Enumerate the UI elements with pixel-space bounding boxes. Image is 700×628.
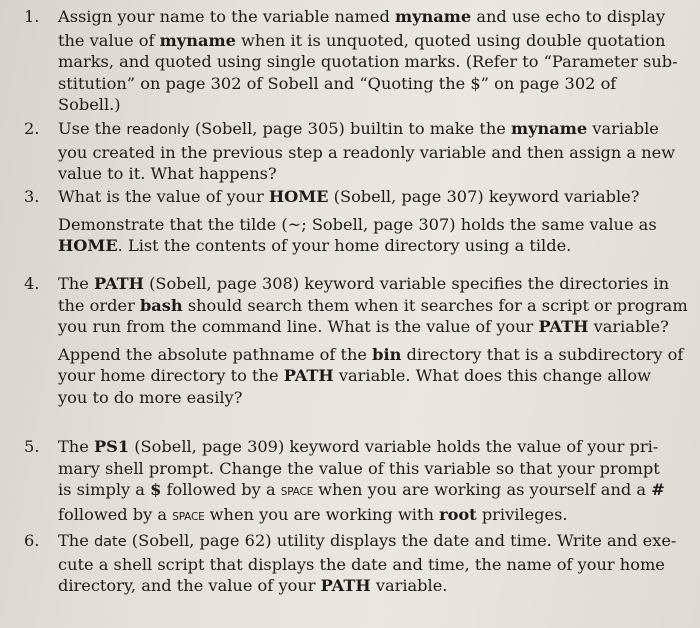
exercise-5: [24, 436, 678, 528]
text-line: the value of myname when it is unquoted, quoted using double quotation: [58, 30, 666, 50]
text-line: your home directory to the PATH variable. What does this change allow: [58, 366, 651, 385]
item-number: 3.: [24, 187, 40, 206]
exercise-4: [24, 273, 688, 408]
item-number: 6.: [24, 531, 40, 550]
text-line: you created in the previous step a readonly variable and then assign a new: [58, 142, 676, 162]
exercise-1: [24, 6, 678, 116]
item-number: 5.: [24, 437, 40, 456]
exercise-2: [24, 118, 678, 185]
text-line: Demonstrate that the tilde (~; Sobell, page 307) holds the same value as: [58, 214, 657, 234]
text-line: value to it. What happens?: [58, 164, 277, 183]
text-line: mary shell prompt. Change the value of this variable so that your prompt: [58, 458, 660, 478]
text-line: The PATH (Sobell, page 308) keyword variable specifies the directories in: [58, 274, 670, 293]
text-line: directory, and the value of your PATH variable.: [58, 576, 448, 595]
text-line: followed by a SPACE when you are working with root privileges.: [58, 504, 568, 524]
text-line: HOME. List the contents of your home directory using a tilde.: [58, 236, 572, 255]
item-number: 1.: [24, 7, 40, 26]
text-line: Assign your name to the variable named myname and use echo to display: [58, 7, 666, 26]
text-line: the order bash should search them when it searches for a script or program: [58, 295, 688, 315]
text-line: The date (Sobell, page 62) utility displays the date and time. Write and exe-: [58, 531, 677, 550]
text-line: Use the readonly (Sobell, page 305) builtin to make the myname variable: [58, 119, 659, 138]
item-number: 4.: [24, 274, 40, 293]
exercise-3: [24, 186, 678, 257]
text-line: The PS1 (Sobell, page 309) keyword variable holds the value of your pri-: [58, 437, 659, 456]
text-line: you run from the command line. What is the value of your PATH variable?: [58, 317, 669, 336]
text-line: is simply a $ followed by a SPACE when you are working as yourself and a #: [58, 480, 665, 499]
item-number: 2.: [24, 119, 40, 138]
text-line: Append the absolute pathname of the bin directory that is a subdirectory of: [58, 344, 684, 364]
text-line: What is the value of your HOME (Sobell, page 307) keyword variable?: [58, 187, 640, 206]
text-line: Sobell.): [58, 95, 121, 114]
text-line: you to do more easily?: [58, 387, 243, 407]
text-line: stitution” on page 302 of Sobell and “Quoting the $” on page 302 of: [58, 73, 617, 93]
exercise-6: [24, 530, 678, 597]
text-line: cute a shell script that displays the date and time, the name of your home: [58, 554, 665, 574]
text-line: marks, and quoted using single quotation marks. (Refer to “Parameter sub-: [58, 52, 678, 71]
